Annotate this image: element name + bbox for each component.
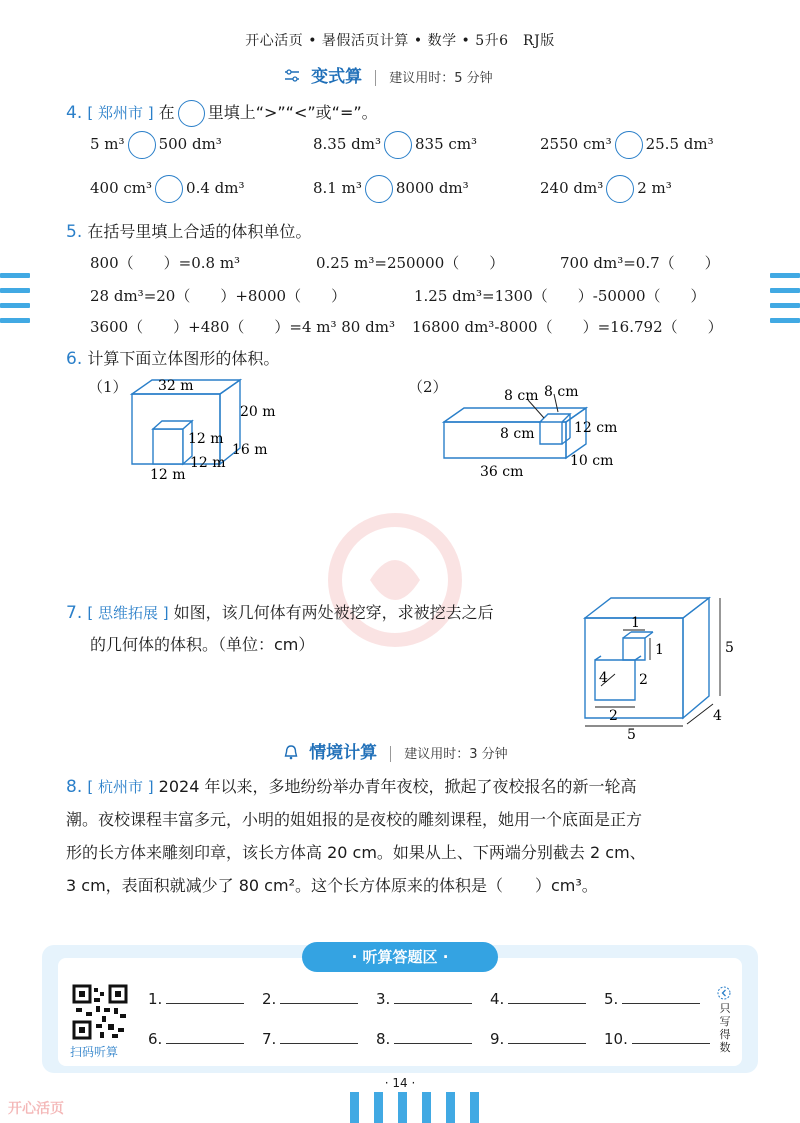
side-decoration-left	[0, 273, 30, 323]
question-text: 里填上“>”“<”或“=”。	[207, 103, 378, 122]
compare-item	[90, 175, 245, 203]
question-8-line1	[66, 770, 636, 804]
dimension-label: 12 cm	[574, 420, 618, 436]
dimension-label: 5	[627, 727, 636, 740]
compare-item	[540, 131, 714, 159]
dimension-label: 36 cm	[480, 464, 524, 480]
bottom-decoration	[350, 1092, 479, 1123]
answer-slot[interactable]: 1.	[148, 990, 244, 1008]
dimension-label: 1	[631, 615, 640, 631]
question-8-line4: 3 cm，表面积就减少了 80 cm²。这个长方体原来的体积是（ ）cm³。	[66, 876, 598, 895]
section-header-2	[284, 738, 508, 764]
source-tag: [ 杭州市 ]	[87, 778, 154, 796]
section-hint: 建议用时：5 分钟	[389, 71, 493, 86]
dimension-label: 1	[655, 642, 664, 658]
question-number: 8.	[66, 777, 83, 797]
question-7-line2: 的几何体的体积。（单位：cm）	[90, 635, 315, 654]
fill-item[interactable]: 3600（ ）+480（ ）=4 m³ 80 dm³	[90, 318, 395, 336]
answer-circle[interactable]	[615, 131, 643, 159]
question-text: 计算下面立体图形的体积。	[87, 349, 280, 368]
compare-circle	[178, 100, 205, 127]
figure-1-cuboid	[120, 372, 300, 487]
fill-item[interactable]: 700 dm³=0.7（ ）	[560, 254, 720, 272]
dimension-label: 8 cm	[500, 426, 535, 442]
dimension-label: 2	[639, 672, 648, 688]
dimension-label: 16 m	[232, 442, 268, 458]
figure-3-cube	[575, 590, 755, 740]
question-8-line3: 形的长方体来雕刻印章，该长方体高 20 cm。如果从上、下两端分别截去 2 cm、	[66, 843, 646, 862]
answer-slot[interactable]: 3.	[376, 990, 472, 1008]
compare-left: 240 dm³	[540, 179, 604, 197]
compare-left: 8.1 m³	[313, 179, 362, 197]
question-5-title	[66, 219, 311, 242]
answer-circle[interactable]	[606, 175, 634, 203]
source-tag: [ 郑州市 ]	[87, 104, 154, 122]
section-hint: 建议用时：3 分钟	[404, 747, 508, 762]
compare-right: 0.4 dm³	[186, 179, 245, 197]
dimension-label: 2	[609, 708, 618, 724]
section-title: 变式算	[311, 67, 363, 87]
answer-circle[interactable]	[365, 175, 393, 203]
answer-slot[interactable]: 4.	[490, 990, 586, 1008]
dimension-label: 32 m	[158, 378, 194, 394]
question-number: 7.	[66, 603, 83, 623]
question-6-title	[66, 346, 279, 369]
fill-item[interactable]: 1.25 dm³=1300（ ）-50000（ ）	[414, 287, 706, 305]
answer-circle[interactable]	[155, 175, 183, 203]
compare-item	[313, 131, 477, 159]
dimension-label: 12 m	[188, 431, 224, 447]
figure-label: （2）	[408, 378, 448, 396]
dimension-label: 5	[725, 640, 734, 656]
dimension-label: 8 cm	[504, 388, 539, 404]
side-decoration-right	[770, 273, 800, 323]
footer-logo: 开心活页	[8, 1101, 64, 1117]
compare-right: 25.5 dm³	[645, 135, 714, 153]
compare-item	[540, 175, 672, 203]
page-header: 开心活页 • 暑假活页计算 • 数学 • 5升6 RJ版	[245, 33, 555, 49]
compare-item	[313, 175, 469, 203]
question-text: 在	[158, 103, 175, 122]
answer-area-title: · 听算答题区 ·	[302, 942, 498, 972]
compare-right: 8000 dm³	[395, 179, 469, 197]
compare-left: 2550 cm³	[540, 135, 612, 153]
source-tag: [ 思维拓展 ]	[87, 604, 169, 622]
question-text: 在括号里填上合适的体积单位。	[87, 222, 312, 241]
dimension-label: 20 m	[240, 404, 276, 420]
answer-slot[interactable]: 6.	[148, 1030, 244, 1048]
answer-slot[interactable]: 2.	[262, 990, 358, 1008]
page-number: · 14 ·	[384, 1076, 416, 1090]
dimension-label: 12 m	[190, 455, 226, 471]
side-note: 只写得数	[719, 1002, 731, 1054]
bell-icon	[284, 744, 298, 764]
dimension-label: 12 m	[150, 467, 186, 483]
question-4-title	[66, 100, 378, 127]
question-number: 6.	[66, 349, 83, 369]
sliders-icon	[284, 68, 300, 87]
question-number: 4.	[66, 103, 83, 123]
answer-slot[interactable]: 5.	[604, 990, 700, 1008]
answer-circle[interactable]	[128, 131, 156, 159]
compare-left: 400 cm³	[90, 179, 153, 197]
fill-item[interactable]: 0.25 m³=250000（ ）	[316, 254, 505, 272]
question-7-line1	[66, 600, 494, 623]
question-8-line2: 潮。夜校课程丰富多元，小明的姐姐报的是夜校的雕刻课程，她用一个底面是正方	[66, 810, 643, 829]
question-text: 2024 年以来，多地纷纷举办青年夜校，掀起了夜校报名的新一轮高	[158, 777, 637, 796]
compare-item	[90, 131, 222, 159]
dimension-label: 10 cm	[570, 453, 614, 469]
question-text: 如图，该几何体有两处被挖穿，求被挖去之后	[173, 603, 494, 622]
compare-left: 5 m³	[90, 135, 125, 153]
compare-right: 2 m³	[637, 179, 672, 197]
answer-circle[interactable]	[384, 131, 412, 159]
fill-item[interactable]: 28 dm³=20（ ）+8000（ ）	[90, 287, 347, 305]
dimension-label: 4	[713, 708, 722, 724]
qr-label: 扫码听算	[70, 1045, 119, 1059]
section-title: 情境计算	[309, 743, 378, 763]
figure-label: （1）	[88, 378, 128, 396]
figure-2-cuboid	[436, 380, 636, 485]
section-header-1	[284, 62, 493, 87]
fill-item[interactable]: 16800 dm³-8000（ ）=16.792（ ）	[412, 318, 723, 336]
dimension-label: 4	[599, 670, 608, 686]
question-number: 5.	[66, 222, 83, 242]
answer-slot[interactable]: 7.	[262, 1030, 358, 1048]
answer-slot[interactable]: 8.	[376, 1030, 472, 1048]
answer-slot[interactable]: 9.	[490, 1030, 586, 1048]
compare-right: 500 dm³	[158, 135, 222, 153]
answer-inner	[58, 958, 742, 1066]
dimension-label: 8 cm	[544, 384, 579, 400]
compare-left: 8.35 dm³	[313, 135, 382, 153]
answer-slot[interactable]: 10.	[604, 1030, 710, 1048]
fill-item[interactable]: 800（ ）=0.8 m³	[90, 254, 241, 272]
qr-code-icon[interactable]	[72, 984, 128, 1044]
compare-right: 835 cm³	[415, 135, 478, 153]
